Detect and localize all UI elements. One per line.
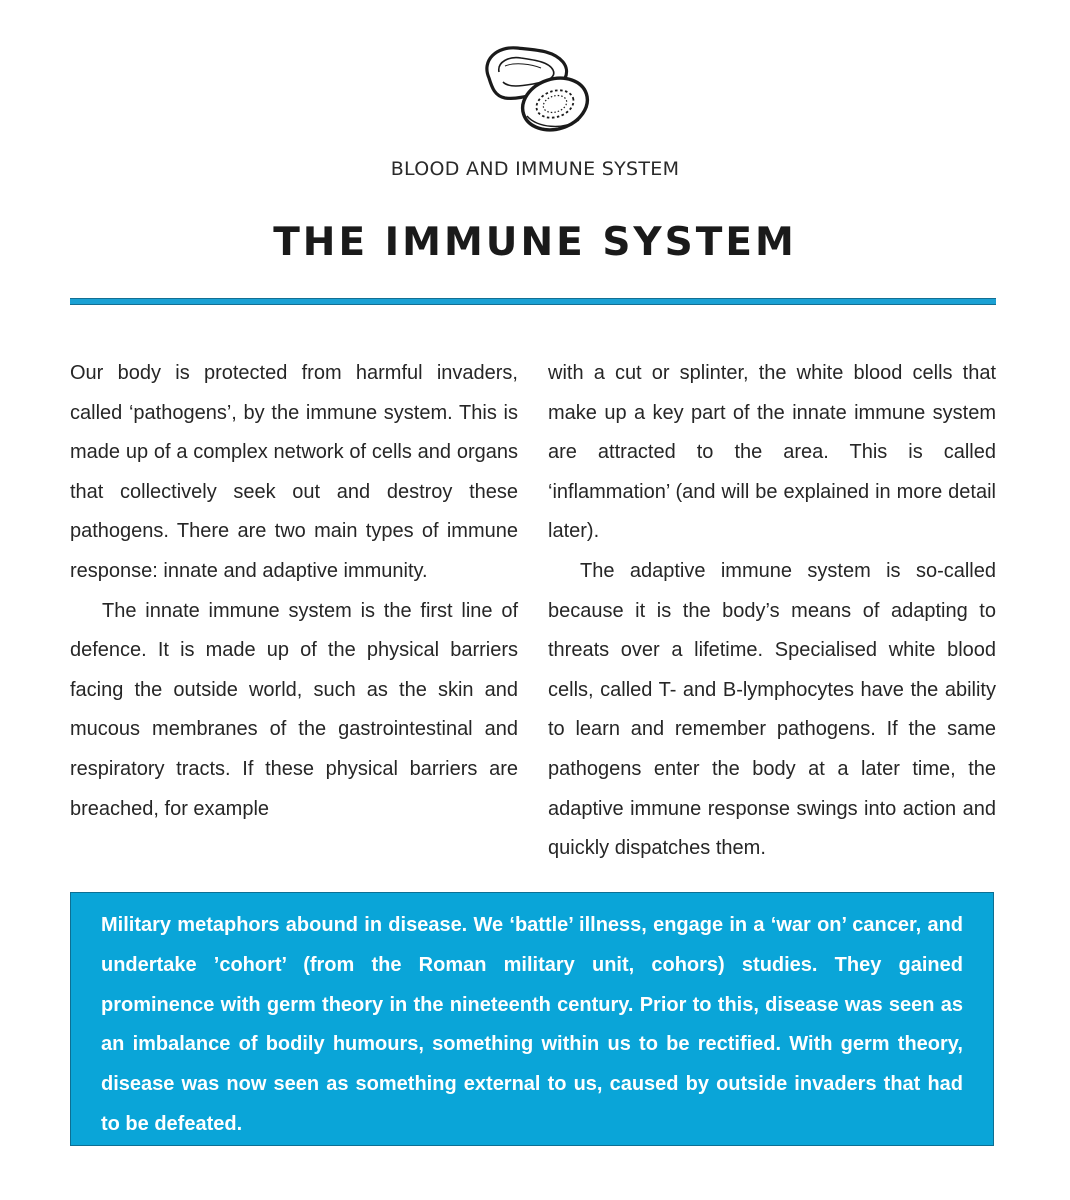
title-divider xyxy=(70,298,996,305)
red-blood-cells-icon xyxy=(475,38,600,136)
page-title: THE IMMUNE SYSTEM xyxy=(273,220,797,265)
paragraph-innate-continued: with a cut or splinter, the white blood cells that make up a key part of the innate immune system are attracted to the area. This is called ‘inflammation’ (and will be explained in more detail later). xyxy=(548,362,996,543)
right-column xyxy=(548,354,996,869)
paragraph-innate: The innate immune system is the first line of defence. It is made up of the physical barriers facing the outside world, such as the skin and mucous membranes of the gastrointestinal and respiratory tracts. If these physical barriers are breached, for example xyxy=(70,599,518,820)
section-label: BLOOD AND IMMUNE SYSTEM xyxy=(390,158,680,180)
paragraph-adaptive: The adaptive immune system is so-called because it is the body’s means of adapting to threats over a lifetime. Specialised white blood cells, called T- and B-lymphocytes have the ability to learn and remember pathogens. If the same pathogens enter the body at a later time, the adaptive immune response swings into action and quickly dispatches them. xyxy=(548,559,996,860)
left-column xyxy=(70,354,518,829)
callout-text: Military metaphors abound in disease. We ‘battle’ illness, engage in a ‘war on’ cancer, and undertake ’cohort’ (from the Roman military unit, cohors) studies. They gained prominence with germ theory in the nineteenth century. Prior to this, disease was seen as an imbalance of bodily humours, something within us to be rectified. With germ theory, disease was now seen as something external to us, caused by outside invaders that had to be defeated. xyxy=(101,914,963,1135)
paragraph-intro: Our body is protected from harmful invaders, called ‘pathogens’, by the immune system. This is made up of a complex network of cells and organs that collectively seek out and destroy these pathogens. There are two main types of immune response: innate and adaptive immunity. xyxy=(70,362,518,582)
callout-box xyxy=(70,892,994,1146)
